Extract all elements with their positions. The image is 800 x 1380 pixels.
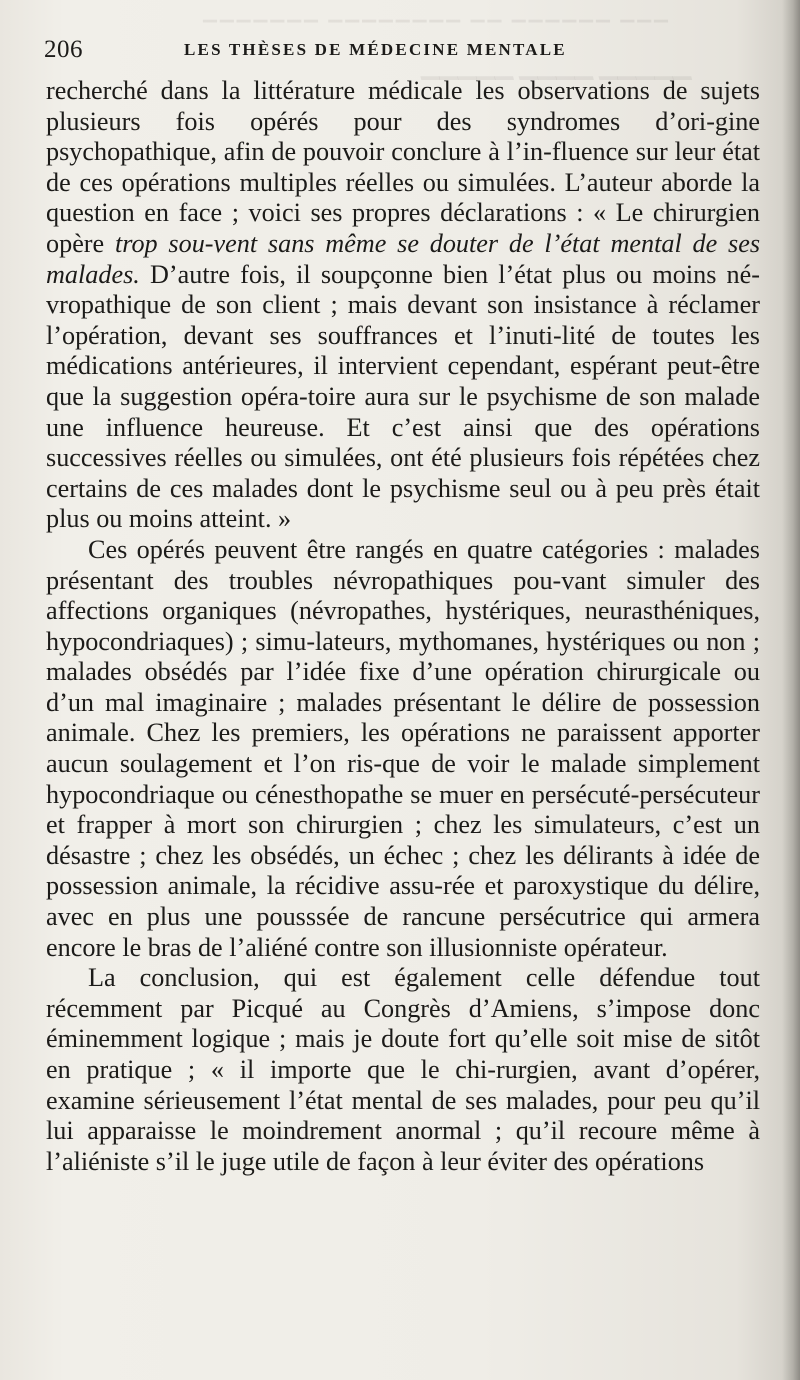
page-header (44, 36, 752, 66)
paragraph (46, 963, 760, 1177)
text-segment: Ces opérés peuvent être rangés en quatre catégories : malades présentant des troubles névropathiques pou-vant simuler des affections organiques (névropathes, hystériques, neurasthéniques, hypocondriaques) ; simu-lateurs, mythomanes, hystériques ou non ; malades obsédés par l’idée fixe d’une opération chirurgicale ou d’un mal imaginaire ; malades présentant le délire de possession animale. Chez les premiers, les opérations ne paraissent apporter aucun soulagement et l’on ris-que de voir le malade simplement hypocondriaque ou cénesthopathe se muer en persécuté-persécuteur et frapper à mort son chirurgien ; chez les simulateurs, c’est un désastre ; chez les obsédés, un échec ; chez les délirants à idée de possession animale, la récidive assu-rée et paroxystique du délire, avec en plus une pousssée de rancune persécutrice qui armera encore le bras de l’aliéné contre son illusionniste opérateur. (46, 534, 760, 962)
paragraph (46, 535, 760, 963)
page-number: 206 (44, 36, 83, 63)
text-segment: D’autre fois, il soupçonne bien l’état plus ou moins né-vropathique de son client ; mais devant son insistance à réclamer l’opération, devant ses souffrances et l’inuti-lité de toutes les médications antérieures, il intervient cependant, espérant peut-être que la suggestion opéra-toire aura sur le psychisme de son malade une influence heureuse. Et c’est ainsi que des opérations successives réelles ou simulées, ont été plusieurs fois répétées chez certains de ces malades dont le psychisme seul ou à peu près était plus ou moins atteint. » (46, 259, 760, 534)
page-edge-shadow (782, 0, 800, 1380)
running-head: LES THÈSES DE MÉDECINE MENTALE (184, 40, 567, 59)
paragraph (46, 76, 760, 535)
text-segment: La conclusion, qui est également celle défendue tout récemment par Picqué au Congrès d’Amiens, s’impose donc éminemment logique ; mais je doute fort qu’elle soit mise de sitôt en pratique ; « il importe que le chi-rurgien, avant d’opérer, examine sérieusement l’état mental de ses malades, pour peu qu’il lui apparaisse le moindrement anormal ; qu’il recoure même à l’aliéniste s’il le juge utile de façon à leur éviter des opérations (46, 963, 760, 1176)
bleed-through-decoration: ▁▁▁▁▁ ▁▁▁▁ ▁▁▁▁▁ (420, 54, 691, 80)
italic-text-segment: trop sou-vent sans même se douter de l’état mental de ses malades. (46, 228, 761, 289)
text-segment: recherché dans la littérature médicale les observations de sujets plusieurs fois opérés pour des syndromes d’ori-gine psychopathique, afin de pouvoir conclure à l’in-fluence sur leur état de ces opérations multiples réelles ou simulées. L’auteur aborde la question en face ; voici ses propres déclarations : « Le chirurgien opère (46, 76, 760, 258)
body-text (46, 76, 760, 1177)
bleed-through-decoration: ▁▁▁ ▁▁▁▁▁▁ ▁▁ ▁▁▁▁▁▁▁▁ ▁▁▁▁▁▁▁ (200, 2, 668, 22)
